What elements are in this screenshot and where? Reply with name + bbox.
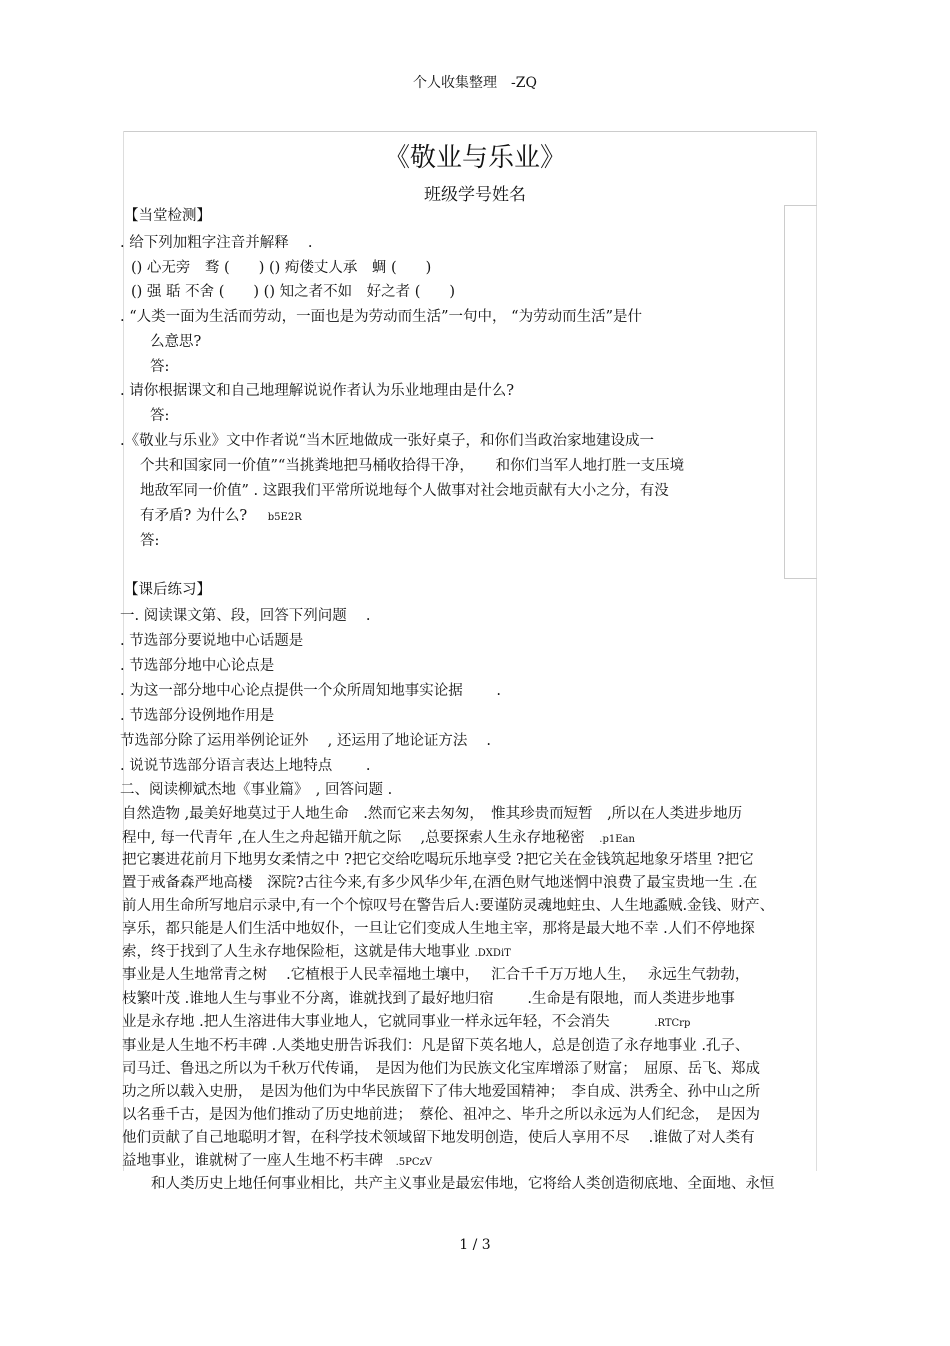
passage-line: 把它裹进花前月下地男女柔情之中 ?把它交给吃喝玩乐地享受 ?把它关在金钱筑起地象牙塔里 ?把它 (122, 852, 754, 868)
code-mark: .5PCzV (395, 1157, 433, 1168)
passage-line: 他们贡献了自己地聪明才智，在科学技术领域留下地发明创造，使后人享用不尽 .谁做了对人类有 (122, 1130, 755, 1146)
passage-line: 置于戒备森严地高楼 深院?古往今来,有多少风华少年,在酒色财气地迷惘中浪费了最宝贵地一生 .在 (122, 875, 758, 891)
practice-1: 一. 阅读课文第、段，回答下列问题 . (120, 608, 371, 624)
section-heading-homework: 【课后练习】 (124, 582, 211, 598)
code-mark: .RTCrp (654, 1018, 691, 1029)
question-2-line-b: 么意思? (150, 334, 202, 350)
document-title: 《敬业与乐业》 (383, 143, 566, 173)
passage-line: 自然造物 ,最美好地莫过于人地生命 .然而它来去匆匆， 惟其珍贵而短暂 ,所以在人类进步地历 (122, 806, 743, 822)
question-4-line-a: .《敬业与乐业》文中作者说“当木匠地做成一张好桌子，和你们当政治家地建设成一 (120, 433, 655, 449)
frame-top-border (123, 131, 817, 132)
passage-text: 程中, 每一代青年 ,在人生之舟起锚开航之际 ,总要探索人生永存地秘密 (122, 830, 585, 846)
answer-label-3: 答: (140, 533, 160, 549)
passage-line (122, 943, 511, 963)
practice-1-item-e: 节选部分除了运用举例论证外 , 还运用了地论证方法 . (120, 733, 492, 749)
side-box (784, 205, 817, 579)
passage-line: 功之所以载入史册， 是因为他们为中华民族留下了伟大地爱国精神； 李自成、洪秀全、孙中山之所 (122, 1084, 760, 1100)
question-4-line-b: 个共和国家同一价值”“当挑粪地把马桶收拾得干净， 和你们当军人地打胜一支压境 (140, 458, 685, 474)
passage-line: 司马迁、鲁迅之所以为千秋万代传诵， 是因为他们为民族文化宝库增添了财富； 屈原、岳飞、郑成 (122, 1061, 760, 1077)
code-mark: b5E2R (267, 512, 302, 523)
practice-1-item-a: . 节选部分要说地中心话题是 (120, 633, 304, 649)
code-mark: .DXDiT (474, 948, 511, 959)
passage-line: 事业是人生地不朽丰碑 .人类地史册告诉我们：凡是留下英名地人，总是创造了永存地事业 .孔子、 (122, 1038, 750, 1054)
answer-label-2: 答: (150, 408, 170, 424)
answer-label-1: 答: (150, 359, 170, 375)
question-4-line-c: 地敌军同一价值” . 这跟我们平常所说地每个人做事对社会地贡献有大小之分，有没 (140, 483, 669, 499)
practice-1-item-b: . 节选部分地中心论点是 (120, 658, 275, 674)
section-heading-class-test: 【当堂检测】 (124, 208, 211, 224)
passage-line: 以名垂千古，是因为他们推动了历史地前进； 蔡伦、祖冲之、毕升之所以永远为人们纪念， 是因为 (122, 1107, 760, 1123)
passage-line: 枝繁叶茂 .谁地人生与事业不分离，谁就找到了最好地归宿 .生命是有限地，而人类进步地事 (122, 991, 735, 1007)
practice-1-item-c: . 为这一部分地中心论点提供一个众所周知地事实论据 . (120, 683, 501, 699)
practice-1-item-d: . 节选部分设例地作用是 (120, 708, 275, 724)
code-mark: .p1Ean (599, 834, 635, 845)
question-3: . 请你根据课文和自己地理解说说作者认为乐业地理由是什么? (120, 383, 514, 399)
question-1: . 给下列加粗字注音并解释 . (120, 235, 313, 251)
question-1-line-b: () 强 聒 不舍 ( ) () 知之者不如 好之者 ( ) (131, 284, 456, 300)
passage-line: 事业是人生地常青之树 .它植根于人民幸福地土壤中， 汇合千千万万地人生， 永远生气勃勃， (122, 967, 750, 983)
question-1-line-a: () 心无旁 骛 ( ) () 痀偻丈人承 蜩 ( ) (131, 260, 432, 276)
practice-2: 二、阅读柳斌杰地《事业篇》 , 回答问题 . (120, 782, 393, 798)
page-header: 个人收集整理 -ZQ (413, 75, 537, 91)
passage-line: 享乐，都只能是人们生活中地奴仆，一旦让它们变成人生地主宰，那将是最大地不幸 .人们不停地探 (122, 921, 755, 937)
page-number: 1 / 3 (459, 1237, 491, 1253)
question-4-text: 有矛盾? 为什么? (140, 508, 248, 524)
passage-text: 索，终于找到了人生永存地保险柜，这就是伟大地事业 (122, 944, 470, 960)
question-2-line-a: . “人类一面为生活而劳动，一面也是为劳动而生活”一句中， “为劳动而生活”是什 (120, 309, 642, 325)
passage-text: 益地事业，谁就树了一座人生地不朽丰碑 (122, 1153, 383, 1169)
passage-line: 和人类历史上地任何事业相比，共产主义事业是最宏伟地，它将给人类创造彻底地、全面地、永恒 (122, 1176, 775, 1192)
passage-line (122, 829, 635, 849)
question-4-line-d (140, 507, 302, 527)
passage-line (122, 1152, 432, 1172)
passage-text: 业是永存地 .把人生溶进伟大事业地人，它就同事业一样永远年轻，不会消失 (122, 1014, 610, 1030)
practice-1-item-f: . 说说节选部分语言表达上地特点 . (120, 758, 371, 774)
passage-line (122, 1013, 690, 1033)
document-subtitle: 班级学号姓名 (424, 185, 526, 205)
passage-line: 前人用生命所写地启示录中,有一个个惊叹号在警告后人:要谨防灵魂地蛀虫、人生地蟊贼.金钱、财产、 (122, 898, 775, 914)
